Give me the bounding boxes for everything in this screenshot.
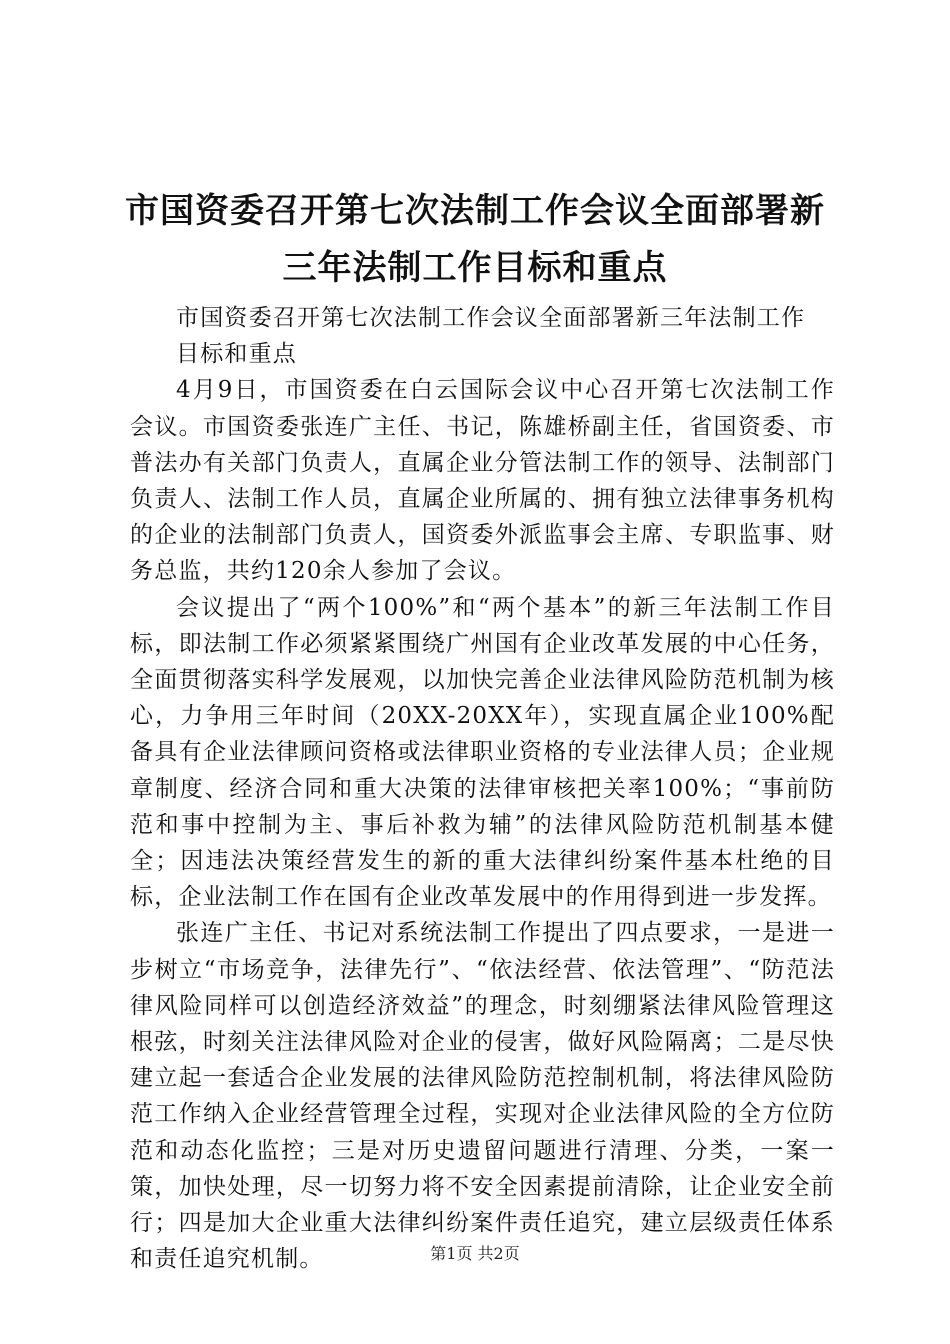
document-body bbox=[130, 300, 835, 1277]
document-title-line-2: 三年法制工作目标和重点 bbox=[282, 248, 668, 288]
document-title-line-1: 市国资委召开第七次法制工作会议全面部署新 bbox=[125, 191, 825, 231]
paragraph-subtitle-2: 目标和重点 bbox=[176, 341, 297, 368]
paragraph-goals: 会议提出了“两个100%”和“两个基本”的新三年法制工作目标，即法制工作必须紧紧围绕广州国有企业改革发展的中心任务，全面贯彻落实科学发展观，以加快完善企业法律风险防范机制为核心，力争用三年时间（20XX-20XX年），实现直属企业100%配备具有企业法律顾问资格或法律职业资格的专业法律人员；企业规章制度、经济合同和重大决策的法律审核把关率100%；“事前防范和事中控制为主、事后补救为辅”的法律风险防范机制基本健全；因违法决策经营发生的新的重大法律纠纷案件基本杜绝的目标，企业法制工作在国有企业改革发展中的作用得到进一步发挥。 bbox=[130, 594, 835, 911]
paragraph-subtitle-1: 市国资委召开第七次法制工作会议全面部署新三年法制工作 bbox=[176, 305, 806, 331]
page-number-footer: 第1页 共2页 bbox=[430, 1244, 520, 1263]
paragraph-meeting-info: 4月9日，市国资委在白云国际会议中心召开第七次法制工作会议。市国资委张连广主任、书记，陈雄桥副主任，省国资委、市普法办有关部门负责人，直属企业分管法制工作的领导、法制部门负责人、法制工作人员，直属企业所属的、拥有独立法律事务机构的企业的法制部门负责人，国资委外派监事会主席、专职监事、财务总监，共约120余人参加了会议。 bbox=[130, 377, 835, 585]
paragraph-requirements: 张连广主任、书记对系统法制工作提出了四点要求，一是进一步树立“市场竞争，法律先行”、“依法经营、依法管理”、“防范法律风险同样可以创造经济效益”的理念，时刻绷紧法律风险管理这根弦，时刻关注法律风险对企业的侵害，做好风险隔离；二是尽快建立起一套适合企业发展的法律风险防范控制机制，将法律风险防范工作纳入企业经营管理全过程，实现对企业法律风险的全方位防范和动态化监控；三是对历史遗留问题进行清理、分类，一案一策，加快处理，尽一切努力将不安全因素提前清除，让企业安全前行；四是加大企业重大法律纠纷案件责任追究，建立层级责任体系和责任追究机制。 bbox=[130, 920, 835, 1273]
